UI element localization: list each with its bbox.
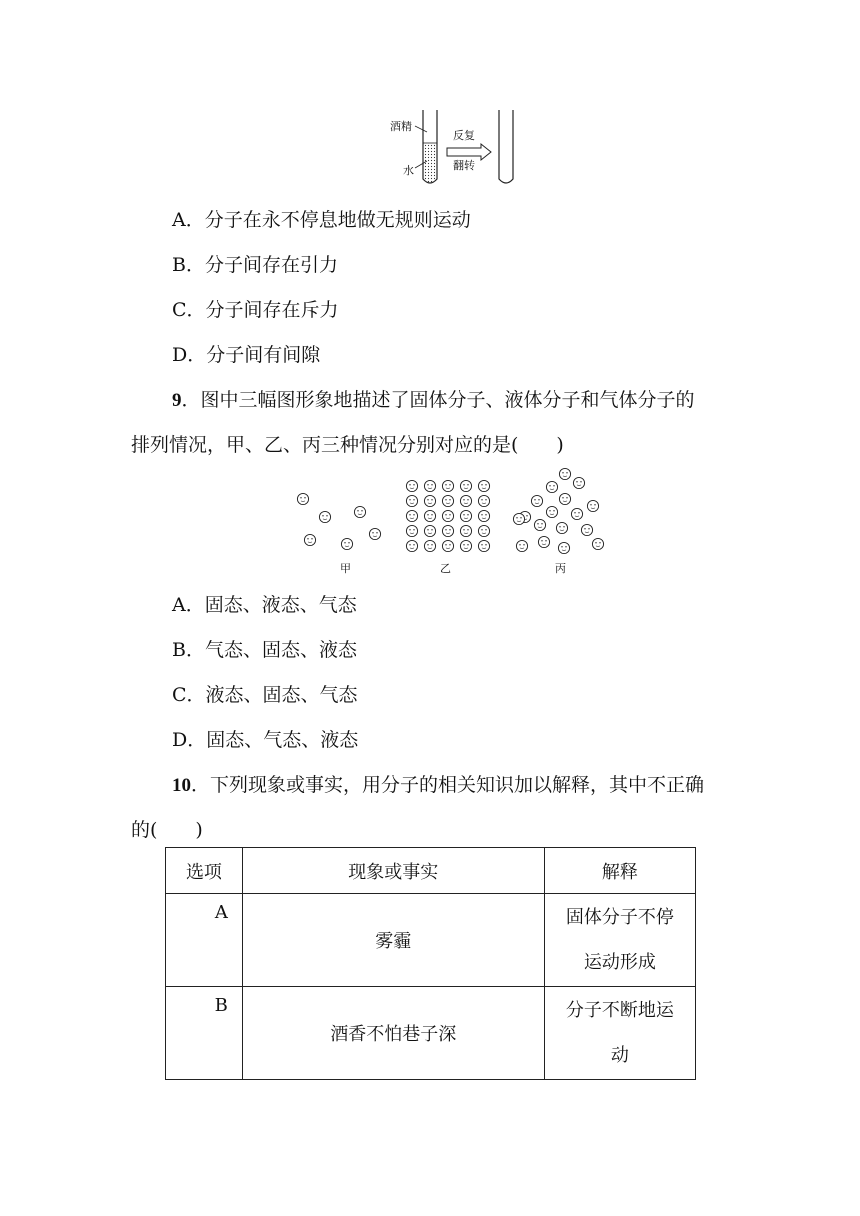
q9-stem-line2: 排列情况，甲、乙、丙三种情况分别对应的是( ) <box>131 434 564 456</box>
header-fact: 现象或事实 <box>242 848 544 894</box>
solid-molecule <box>442 480 453 491</box>
header-explain: 解释 <box>544 848 695 894</box>
solid-molecule <box>478 510 489 521</box>
row-explain-line2: 动 <box>610 1045 629 1066</box>
q8-option-c: C．分子间存在斥力 <box>172 299 339 321</box>
label-bing: 丙 <box>555 562 566 575</box>
row-explain-line2: 运动形成 <box>583 952 656 973</box>
q9-text-1: ．图中三幅图形象地描述了固体分子、液体分子和气体分子的 <box>181 389 695 411</box>
test-tube-figure <box>385 105 525 190</box>
solid-molecule <box>478 495 489 506</box>
solid-molecule <box>460 510 471 521</box>
q9-option-d: D．固态、气态、液态 <box>172 729 359 751</box>
gas-molecules <box>297 493 380 549</box>
solid-molecules <box>406 480 489 551</box>
row-explain <box>544 987 695 1080</box>
solid-molecule <box>424 495 435 506</box>
solid-molecule <box>406 540 417 551</box>
q9-option-b: B．气态、固态、液态 <box>172 639 357 661</box>
label-yi: 乙 <box>440 562 451 575</box>
q10-stem-line1 <box>172 770 704 797</box>
q10-text-1: ．下列现象或事实，用分子的相关知识加以解释，其中不正确 <box>191 774 705 796</box>
q9-option-c: C．液态、固态、气态 <box>172 684 358 706</box>
q9-option-a: A．固态、液态、气态 <box>172 594 357 616</box>
solid-molecule <box>478 525 489 536</box>
solid-molecule <box>424 525 435 536</box>
arrow-label-bottom: 翻转 <box>453 159 475 172</box>
solid-molecule <box>442 495 453 506</box>
solid-molecule <box>460 540 471 551</box>
row-explain-line1: 分子不断地运 <box>565 1000 674 1021</box>
table-row <box>166 894 696 987</box>
table-header-row <box>166 848 696 894</box>
row-explain <box>544 894 695 987</box>
table-row <box>166 987 696 1080</box>
row-fact: 雾霾 <box>242 894 544 987</box>
q9-stem-line1 <box>172 385 695 412</box>
molecule-figure <box>290 462 620 577</box>
row-explain-line1: 固体分子不停 <box>565 907 674 928</box>
solid-molecule <box>424 480 435 491</box>
solid-molecule <box>460 495 471 506</box>
solid-molecule <box>442 510 453 521</box>
row-option: A <box>166 894 243 987</box>
solid-molecule <box>424 510 435 521</box>
solid-molecule <box>406 510 417 521</box>
label-alcohol: 酒精 <box>390 120 412 133</box>
q10-table <box>165 847 696 1080</box>
solid-molecule <box>478 540 489 551</box>
q8-option-a: A．分子在永不停息地做无规则运动 <box>172 209 471 231</box>
row-fact: 酒香不怕巷子深 <box>242 987 544 1080</box>
liquid-molecules <box>513 468 603 553</box>
label-jia: 甲 <box>340 562 351 575</box>
header-option: 选项 <box>166 848 243 894</box>
solid-molecule <box>442 525 453 536</box>
solid-molecule <box>406 495 417 506</box>
solid-molecule <box>406 480 417 491</box>
q9-number: 9 <box>172 390 182 411</box>
solid-molecule <box>478 480 489 491</box>
q8-option-d: D．分子间有间隙 <box>172 344 321 366</box>
q8-option-b: B．分子间存在引力 <box>172 254 338 276</box>
arrow-label-top: 反复 <box>453 129 475 142</box>
row-option: B <box>166 987 243 1080</box>
solid-molecule <box>460 525 471 536</box>
q10-number: 10 <box>172 775 191 796</box>
solid-molecule <box>424 540 435 551</box>
solid-molecule <box>460 480 471 491</box>
q10-stem-line2: 的( ) <box>131 819 203 841</box>
solid-molecule <box>406 525 417 536</box>
solid-molecule <box>442 540 453 551</box>
label-water: 水 <box>403 164 414 177</box>
